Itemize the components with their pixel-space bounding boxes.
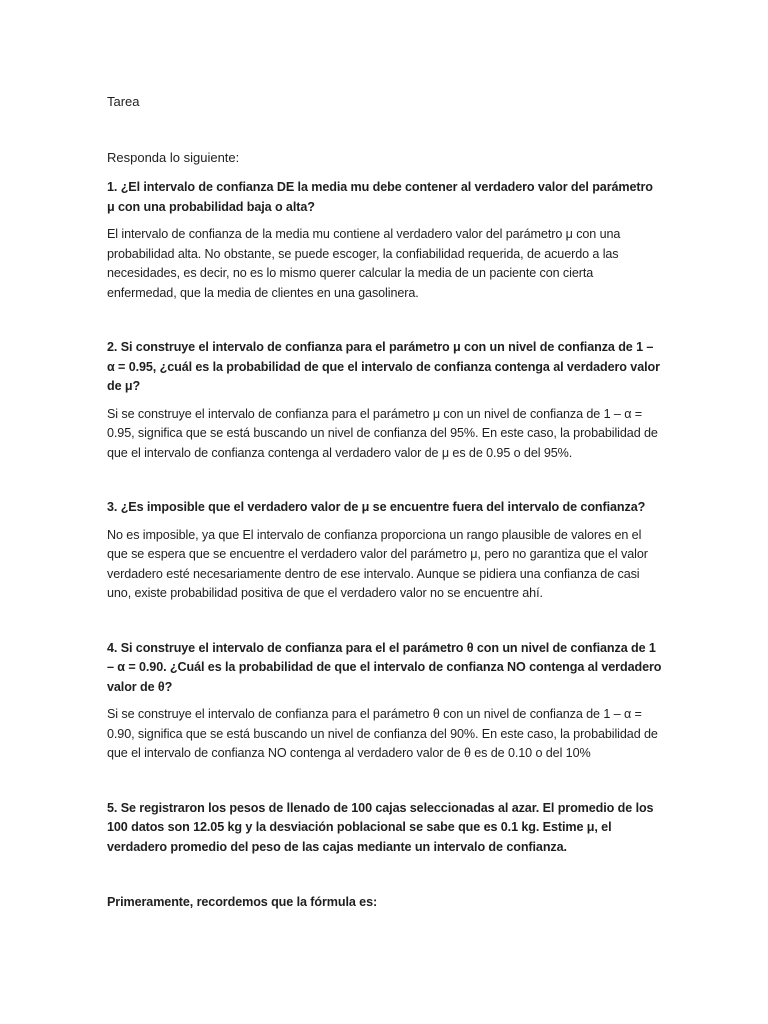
- document-body: [107, 92, 663, 913]
- closing-text: Primeramente, recordemos que la fórmula es:: [107, 895, 378, 909]
- answer-1: El intervalo de confianza de la media mu contiene al verdadero valor del parámetro μ con una probabilidad alta. No obstante, se puede escoger, la confiabilidad requerida, de acuerdo a las necesidades, es decir, no es lo mismo querer calcular la media de un paciente con cierta enfermedad, que la media de clientes en una gasolinera.: [107, 227, 621, 300]
- document-intro: Responda lo siguiente:: [107, 150, 240, 165]
- question-4: 4. Si construye el intervalo de confianza para el el parámetro θ con un nivel de confianza de 1 – α = 0.90. ¿Cuál es la probabilidad de que el intervalo de confianza NO contenga al verdadero valor de θ?: [107, 640, 662, 694]
- answer-4: Si se construye el intervalo de confianza para el parámetro θ con un nivel de confianza de 1 – α = 0.90, significa que se está buscando un nivel de confianza del 90%. En este caso, la probabilidad de que el intervalo de confianza NO contenga al verdadero valor de θ es de 0.10 o del 10%: [107, 707, 658, 760]
- answer-3: No es imposible, ya que El intervalo de confianza proporciona un rango plausible de valores en el que se espera que se encuentre el verdadero valor del parámetro μ, pero no garantiza que el valor verdadero esté necesariamente dentro de ese intervalo. Aunque se pidiera una confianza de casi uno, existe probabilidad positiva de que el verdadero valor no se encuentre ahí.: [107, 527, 648, 600]
- question-3: 3. ¿Es imposible que el verdadero valor de μ se encuentre fuera del intervalo de confianza?: [107, 500, 646, 514]
- answer-2: Si se construye el intervalo de confianza para el parámetro μ con un nivel de confianza de 1 – α = 0.95, significa que se está buscando un nivel de confianza del 95%. En este caso, la probabilidad de que el intervalo de confianza contenga al verdadero valor de μ es de 0.95 o del 95%.: [107, 406, 658, 460]
- question-2: 2. Si construye el intervalo de confianza para el parámetro μ con un nivel de confianza de 1 – α = 0.95, ¿cuál es la probabilidad de que el intervalo de confianza contenga al verdadero valor de μ?: [107, 340, 660, 393]
- question-1: 1. ¿El intervalo de confianza DE la media mu debe contener al verdadero valor del parámetro μ con una probabilidad baja o alta?: [107, 180, 653, 214]
- question-5: 5. Se registraron los pesos de llenado de 100 cajas seleccionadas al azar. El promedio de los 100 datos son 12.05 kg y la desviación poblacional se sabe que es 0.1 kg. Estime μ, el verdadero promedio del peso de las cajas mediante un intervalo de confianza.: [107, 800, 654, 854]
- document-title: Tarea: [107, 94, 140, 109]
